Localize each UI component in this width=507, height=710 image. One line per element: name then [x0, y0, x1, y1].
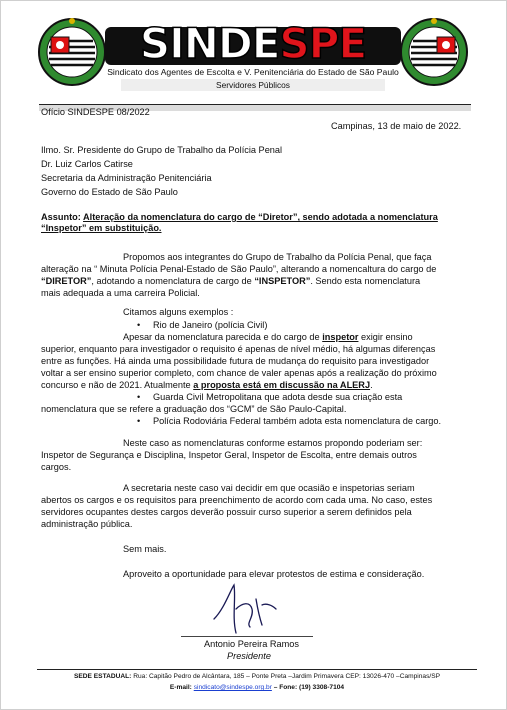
closing-line: Sem mais.	[123, 544, 167, 554]
signer-name: Antonio Pereira Ramos	[204, 639, 299, 649]
paragraph-line: Inspetor de Segurança e Disciplina, Inspetor Geral, Inspetor de Escolta, entre demais outros	[41, 450, 417, 460]
email-link[interactable]: sindicato@sindespe.org.br	[193, 684, 272, 691]
addressee-line: Ilmo. Sr. Presidente do Grupo de Trabalho da Polícia Penal	[41, 145, 283, 155]
paragraph-line: Apesar da nomenclatura parecida e do cargo de inspetor exigir ensino	[123, 332, 413, 342]
addressee-line: Secretaria da Administração Penitenciária	[41, 173, 212, 183]
signer-title: Presidente	[227, 651, 271, 661]
footer-contact: E-mail: sindicato@sindespe.org.br – Fone: (19) 3308-7104	[169, 684, 345, 691]
paragraph-line: nomenclatura que se refere a graduação dos “GCM” de São Paulo-Capital.	[41, 404, 347, 414]
state-seal-right-icon	[399, 17, 469, 87]
example-item: • Guarda Civil Metropolitana que adota desde sua criação esta	[153, 392, 402, 404]
letterhead-subtitle-2: Servidores Públicos	[215, 80, 290, 90]
paragraph-line: “DIRETOR”, adotando a nomenclatura de cargo de “INSPETOR”. Sendo esta nomenclatura	[41, 276, 421, 286]
subject-text-cont: “Inspetor” em substituição.	[41, 223, 162, 233]
subject-text: Alteração da nomenclatura do cargo de “Diretor”, sendo adotada a nomenclatura	[83, 212, 438, 222]
signature-line	[181, 636, 313, 637]
paragraph-line: alteração na “ Minuta Polícia Penal-Estado de São Paulo”, alterando a nomencaltura do cargo de	[41, 264, 437, 274]
example-item: • Rio de Janeiro (polícia Civil)	[153, 320, 267, 332]
paragraph-line: entre as funções. Há ainda uma possibilidade futura de mudança do requisito para investigador	[41, 356, 430, 366]
letter-date: Campinas, 13 de maio de 2022.	[331, 121, 462, 131]
examples-intro: Citamos alguns exemplos :	[123, 307, 234, 317]
paragraph-line: mais adequada a uma carreira Policial.	[41, 288, 200, 298]
addressee-line: Dr. Luiz Carlos Catirse	[41, 159, 133, 169]
paragraph-line: administração pública.	[41, 519, 133, 529]
subject-label: Assunto:	[41, 212, 81, 222]
paragraph-line: Propomos aos integrantes do Grupo de Trabalho da Polícia Penal, que faça	[123, 252, 432, 262]
brand-logo: SINDESPE	[139, 19, 367, 68]
paragraph-line: A secretaria neste caso vai decidir em que ocasião e inspetorias seriam	[123, 483, 415, 493]
paragraph-line: servidores ocupantes destes cargos deverão possuir curso superior a serem definidos pela	[41, 507, 412, 517]
state-seal-left-icon	[37, 17, 107, 87]
footer-rule	[37, 669, 477, 670]
paragraph-line: Neste caso as nomenclaturas conforme estamos propondo poderiam ser:	[123, 438, 423, 448]
letterhead	[1, 1, 507, 101]
handwritten-signature-icon	[206, 579, 286, 641]
letterhead-subtitle: Sindicato dos Agentes de Escolta e V. Penitenciária do Estado de São Paulo	[107, 67, 399, 77]
closing-line: Aproveito a oportunidade para elevar protestos de estima e consideração.	[123, 569, 425, 579]
paragraph-line: cargos.	[41, 462, 72, 472]
addressee-line: Governo do Estado de São Paulo	[41, 187, 178, 197]
footer-address: SEDE ESTADUAL: Rua: Capitão Pedro de Alcântara, 185 – Ponte Preta –Jardim Primavera CEP: 13026-470 –Campinas/SP	[73, 673, 441, 680]
letter-reference: Ofício SINDESPE 08/2022	[41, 107, 150, 117]
paragraph-line: abertos os cargos e os requisitos para preenchimento de acordo com cada uma. No caso, estes	[41, 495, 433, 505]
paragraph-line: superior, enquanto para investigador o requisito é apenas de nível médio, há algumas diferenças	[41, 344, 436, 354]
subject-line	[41, 212, 438, 224]
paragraph-line: concurso e não de 2021. Atualmente a proposta está em discussão na ALERJ.	[41, 380, 373, 390]
example-item: • Polícia Rodoviária Federal também adota esta nomenclatura de cargo.	[153, 416, 441, 428]
paragraph-line: voltar a ser ensino superior completo, com chance de valer apenas após a realização do próximo	[41, 368, 437, 378]
